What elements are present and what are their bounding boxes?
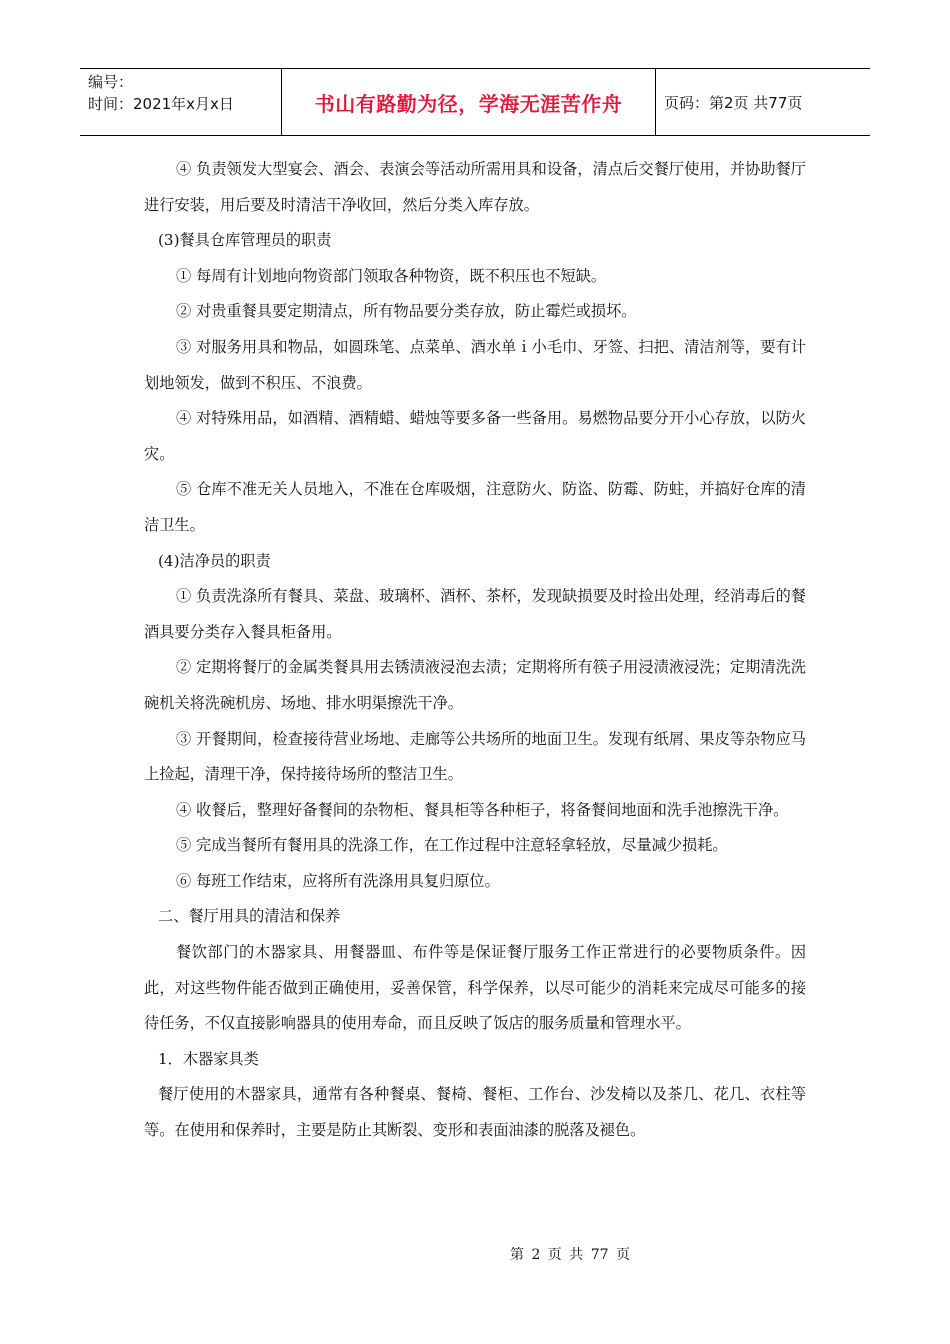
paragraph: ⑤ 完成当餐所有餐用具的洗涤工作，在工作过程中注意轻拿轻放，尽量减少损耗。 [176, 836, 728, 855]
page-footer: 第 2 页 共 77 页 [510, 1247, 630, 1263]
document-date: 时间：2021年x月x日 [88, 95, 234, 113]
header-motto: 书山有路勤为径，学海无涯苦作舟 [282, 69, 656, 135]
page-header [80, 68, 870, 136]
paragraph: ② 定期将餐厅的金属类餐具用去锈渍液浸泡去渍；定期将所有筷子用浸渍液浸洗；定期清洗洗碗机关将洗碗机房、场地、排水明渠擦洗干净。 [144, 658, 806, 712]
paragraph: (3)餐具仓库管理员的职责 [158, 231, 332, 250]
paragraph: 餐厅使用的木器家具，通常有各种餐桌、餐椅、餐柜、工作台、沙发椅以及茶几、花几、衣柱等等。在使用和保养时，主要是防止其断裂、变形和表面油漆的脱落及褪色。 [144, 1085, 806, 1140]
paragraph: ④ 对特殊用品，如酒精、酒精蜡、蜡烛等要多备一些备用。易燃物品要分开小心存放，以防火灾。 [144, 409, 806, 463]
paragraph: ④ 负责领发大型宴会、酒会、表演会等活动所需用具和设备，清点后交餐厅使用，并协助餐厅进行安装，用后要及时清洁干净收回，然后分类入库存放。 [144, 160, 806, 214]
paragraph: ② 对贵重餐具要定期清点，所有物品要分类存放，防止霉烂或损坏。 [176, 302, 637, 321]
header-meta [80, 69, 282, 135]
paragraph: 餐饮部门的木器家具、用餐器皿、布件等是保证餐厅服务工作正常进行的必要物质条件。因此，对这些物件能否做到正确使用，妥善保管，科学保养，以尽可能少的消耗来完成尽可能多的接待任务，不仅直接影响器具的使用寿命，而且反映了饭店的服务质量和管理水平。 [144, 943, 806, 1033]
paragraph: ③ 对服务用具和物品，如圆珠笔、点菜单、酒水单ｉ小毛巾、牙签、扫把、清洁剂等，要有计划地领发，做到不积压、不浪费。 [144, 337, 806, 392]
paragraph: (4)洁净员的职责 [158, 551, 271, 570]
paragraph: ③ 开餐期间，检查接待营业场地、走廊等公共场所的地面卫生。发现有纸屑、果皮等杂物应马上捡起，清理干净，保持接待场所的整洁卫生。 [144, 729, 806, 784]
paragraph: ④ 收餐后，整理好备餐间的杂物柜、餐具柜等各种柜子，将备餐间地面和洗手池擦洗干净。 [176, 800, 789, 819]
paragraph: ① 负责洗涤所有餐具、菜盘、玻璃杯、酒杯、茶杯，发现缺损要及时捡出处理，经消毒后的餐酒具要分类存入餐具柜备用。 [144, 587, 806, 641]
paragraph: ① 每周有计划地向物资部门领取各种物资，既不积压也不短缺。 [176, 266, 607, 285]
header-page-info: 页码：第2页 共77页 [664, 93, 803, 112]
paragraph: ⑤ 仓库不准无关人员地入，不准在仓库吸烟，注意防火、防盗、防霉、防蛀，并搞好仓库的清洁卫生。 [144, 480, 806, 534]
paragraph: 二、餐厅用具的清洁和保养 [158, 907, 341, 926]
paragraph: ⑥ 每班工作结束，应将所有洗涤用具复归原位。 [176, 871, 500, 890]
document-body [144, 152, 806, 1149]
document-number-label: 编号： [88, 73, 134, 91]
paragraph: 1．木器家具类 [158, 1049, 259, 1068]
